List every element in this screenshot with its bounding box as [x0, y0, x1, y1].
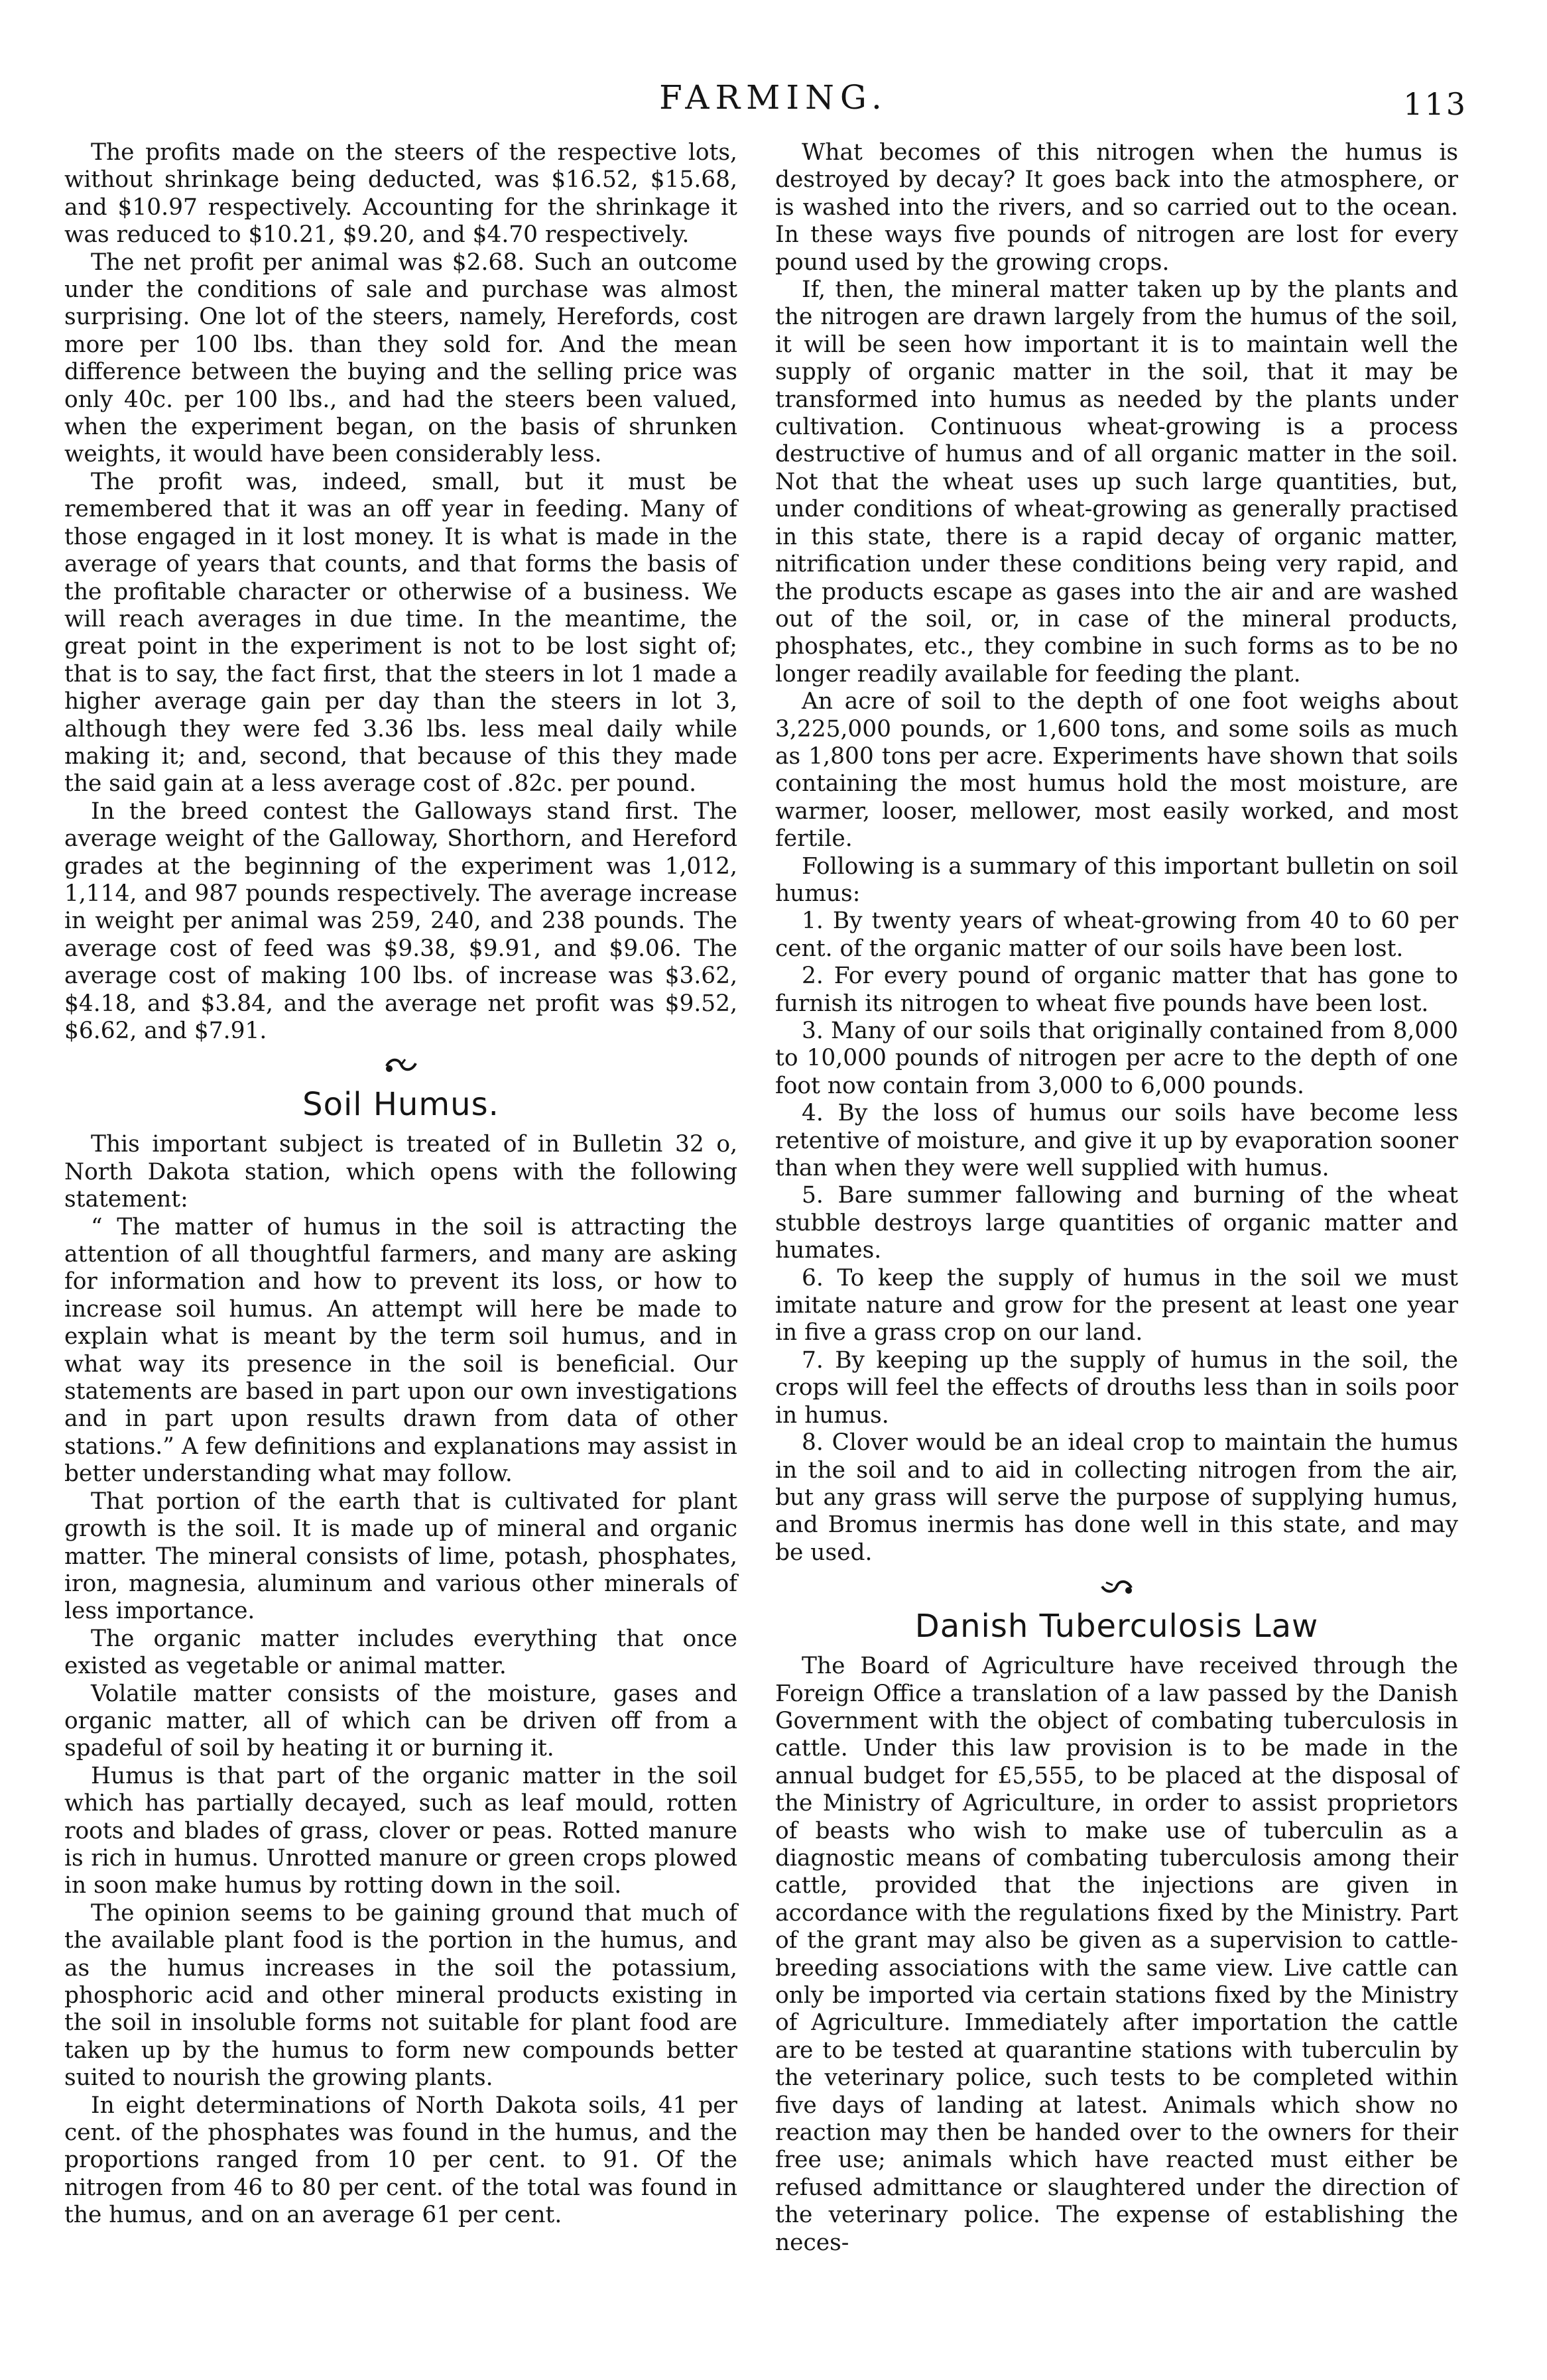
- list-item: 5. Bare summer fallowing and burning of the wheat stubble destroys large quantities of organic matter and humates.: [775, 1182, 1458, 1264]
- paragraph: In eight determinations of North Dakota soils, 41 per cent. of the phosphates was found in the humus, and the proportions ranged from 10 per cent. to 91. Of the nitrogen from 46 to 80 per cent. of the total was found in the humus, and on an average 61 per cent.: [64, 2092, 737, 2229]
- fleuron-icon: [775, 1573, 1458, 1602]
- list-item: 1. By twenty years of wheat-growing from 40 to 60 per cent. of the organic matter of our soils have been lost.: [775, 908, 1458, 962]
- section-title-soil-humus: Soil Humus.: [302, 1086, 499, 1124]
- paragraph: An acre of soil to the depth of one foot weighs about 3,225,000 pounds, or 1,600 tons, and some soils as much as 1,800 tons per acre. Experiments have shown that soils containing the most humus hold the most moisture, are warmer, looser, mellower, most easily worked, and most fertile.: [775, 688, 1458, 853]
- page-header: [80, 78, 1467, 131]
- page-number: 113: [1403, 86, 1467, 122]
- list-item: 2. For every pound of organic matter that has gone to furnish its nitrogen to wheat five pounds have been lost.: [775, 963, 1458, 1017]
- paragraph: Humus is that part of the organic matter in the soil which has partially decayed, such as leaf mould, rotten roots and blades of grass, clover or peas. Rotted manure is rich in humus. Unrotted manure or green crops plowed in soon make humus by rotting down in the soil.: [64, 1762, 737, 1899]
- list-item: 4. By the loss of humus our soils have become less retentive of moisture, and give it up by evaporation sooner than when they were well supplied with humus.: [775, 1100, 1458, 1182]
- paragraph: In the breed contest the Galloways stand first. The average weight of the Galloway, Shorthorn, and Hereford grades at the beginning of the experiment was 1,012, 1,114, and 987 pounds respectively. The average increase in weight per animal was 259, 240, and 238 pounds. The average cost of feed was $9.38, $9.91, and $9.06. The average cost of making 100 lbs. of increase was $3.62, $4.18, and $3.84, and the average net profit was $9.52, $6.62, and $7.91.: [64, 798, 737, 1044]
- paragraph: “ The matter of humus in the soil is attracting the attention of all thoughtful farmers, and many are asking for information and how to prevent its loss, or how to increase soil humus. An attempt will here be made to explain what is meant by the term soil humus, and in what way its presence in the soil is beneficial. Our statements are based in part upon our own investigations and in part upon results drawn from data of other stations.” A few definitions and explanations may assist in better understanding what may follow.: [64, 1213, 737, 1488]
- right-column: [775, 139, 1458, 2340]
- list-item: 7. By keeping up the supply of humus in the soil, the crops will feel the effects of drouths less than in soils poor in humus.: [775, 1346, 1458, 1429]
- paragraph: Volatile matter consists of the moisture, gases and organic matter, all of which can be driven off from a spadeful of soil by heating it or burning it.: [64, 1680, 737, 1762]
- section-title-danish-tuberculosis-law: Danish Tuberculosis Law: [914, 1608, 1319, 1645]
- running-title: FARMING.: [659, 78, 888, 117]
- paragraph: The net profit per animal was $2.68. Such an outcome under the conditions of sale and purchase was almost surprising. One lot of the steers, namely, Herefords, cost more per 100 lbs. than they sold for. And the mean difference between the buying and the selling price was only 40c. per 100 lbs., and had the steers been valued, when the experiment began, on the basis of shrunken weights, it would have been considerably less.: [64, 249, 737, 468]
- paragraph: This important subject is treated of in Bulletin 32 o, North Dakota station, which opens with the following statement:: [64, 1131, 737, 1213]
- list-item: 6. To keep the supply of humus in the soil we must imitate nature and grow for the present at least one year in five a grass crop on our land.: [775, 1264, 1458, 1346]
- list-item: 8. Clover would be an ideal crop to maintain the humus in the soil and to aid in collecting nitrogen from the air, but any grass will serve the purpose of supplying humus, and Bromus inermis has done well in this state, and may be used.: [775, 1429, 1458, 1566]
- paragraph: The organic matter includes everything that once existed as vegetable or animal matter.: [64, 1625, 737, 1680]
- paragraph: The profit was, indeed, small, but it must be remembered that it was an off year in feeding. Many of those engaged in it lost money. It is what is made in the average of years that counts, and that forms the basis of the profitable character or otherwise of a business. We will reach averages in due time. In the meantime, the great point in the experiment is not to be lost sight of; that is to say, the fact first, that the steers in lot 1 made a higher average gain per day than the steers in lot 3, although they were fed 3.36 lbs. less meal daily while making it; and, second, that because of this they made the said gain at a less average cost of .82c. per pound.: [64, 468, 737, 798]
- paragraph: If, then, the mineral matter taken up by the plants and the nitrogen are drawn largely from the humus of the soil, it will be seen how important it is to maintain well the supply of organic matter in the soil, that it may be transformed into humus as needed by the plants under cultivation. Continuous wheat-growing is a process destructive of humus and of all organic matter in the soil. Not that the wheat uses up such large quantities, but, under conditions of wheat-growing as generally practised in this state, there is a rapid decay of organic matter, nitrification under these conditions being very rapid, and the products escape as gases into the air and are washed out of the soil, or, in case of the mineral products, phosphates, etc., they combine in such forms as to be no longer readily available for feeding the plant.: [775, 276, 1458, 687]
- paragraph: The Board of Agriculture have received through the Foreign Office a translation of a law passed by the Danish Government with the object of combating tuberculosis in cattle. Under this law provision is to be made in the annual budget for £5,555, to be placed at the disposal of the Ministry of Agriculture, in order to assist proprietors of beasts who wish to make use of tuberculin as a diagnostic means of combating tuberculosis among their cattle, provided that the injections are given in accordance with the regulations fixed by the Ministry. Part of the grant may also be given as a supervision to cattle-breeding associations with the same view. Live cattle can only be imported via certain stations fixed by the Ministry of Agriculture. Immediately after importation the cattle are to be tested at quarantine stations with tuberculin by the veterinary police, such tests to be completed within five days of landing at latest. Animals which show no reaction may then be handed over to the owners for their free use; animals which have reacted must either be refused admittance or slaughtered under the direction of the veterinary police. The expense of establishing the neces-: [775, 1653, 1458, 2256]
- summary-list: [775, 908, 1458, 1567]
- list-item: 3. Many of our soils that originally contained from 8,000 to 10,000 pounds of nitrogen per acre to the depth of one foot now contain from 3,000 to 6,000 pounds.: [775, 1018, 1458, 1099]
- fleuron-icon: [64, 1051, 737, 1081]
- paragraph: That portion of the earth that is cultivated for plant growth is the soil. It is made up of mineral and organic matter. The mineral consists of lime, potash, phosphates, iron, magnesia, aluminum and various other minerals of less importance.: [64, 1488, 737, 1625]
- paragraph: Following is a summary of this important bulletin on soil humus:: [775, 853, 1458, 907]
- left-column: [64, 139, 737, 2340]
- paragraph: The opinion seems to be gaining ground that much of the available plant food is the portion in the humus, and as the humus increases in the soil the potassium, phosphoric acid and other mineral products existing in the soil in insoluble forms not suitable for plant food are taken up by the humus to form new compounds better suited to nourish the growing plants.: [64, 1899, 737, 2092]
- paragraph: What becomes of this nitrogen when the humus is destroyed by decay? It goes back into the atmosphere, or is washed into the rivers, and so carried out to the ocean. In these ways five pounds of nitrogen are lost for every pound used by the growing crops.: [775, 139, 1458, 276]
- paragraph: The profits made on the steers of the respective lots, without shrinkage being deducted, was $16.52, $15.68, and $10.97 respectively. Accounting for the shrinkage it was reduced to $10.21, $9.20, and $4.70 respectively.: [64, 139, 737, 249]
